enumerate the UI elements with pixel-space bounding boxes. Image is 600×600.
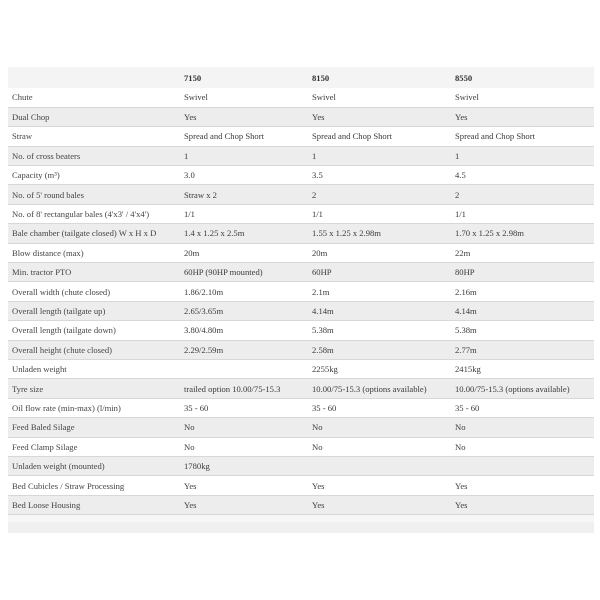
row-label: Unladen weight <box>8 359 180 378</box>
spec-value <box>308 456 451 475</box>
row-label: No. of 5' round bales <box>8 185 180 204</box>
spec-value: Yes <box>451 476 594 495</box>
spec-table-body <box>8 88 594 515</box>
spec-value: No <box>451 418 594 437</box>
spec-value: Yes <box>308 476 451 495</box>
header-model-8550: 8550 <box>455 72 473 83</box>
spec-value: 2 <box>308 185 451 204</box>
table-footer-band <box>8 522 594 533</box>
spec-value: 80HP <box>451 263 594 282</box>
table-row <box>8 224 594 243</box>
table-row <box>8 398 594 417</box>
spec-value: 1/1 <box>451 204 594 223</box>
spec-value: 3.0 <box>180 166 308 185</box>
spec-value: 35 - 60 <box>308 398 451 417</box>
header-label-cell <box>8 67 180 88</box>
spec-value: Straw x 2 <box>180 185 308 204</box>
spec-value: Swivel <box>451 88 594 107</box>
row-label: Feed Clamp Silage <box>8 437 180 456</box>
spec-value: Yes <box>451 495 594 514</box>
row-label: Dual Chop <box>8 107 180 126</box>
row-label: Overall length (tailgate down) <box>8 321 180 340</box>
table-row <box>8 88 594 107</box>
spec-value: Spread and Chop Short <box>451 127 594 146</box>
row-label: No. of 8' rectangular bales (4'x3' / 4'x4') <box>8 204 180 223</box>
spec-value: Yes <box>180 495 308 514</box>
spec-value: No <box>180 437 308 456</box>
row-label: Overall height (chute closed) <box>8 340 180 359</box>
row-label: Bale chamber (tailgate closed) W x H x D <box>8 224 180 243</box>
table-row <box>8 476 594 495</box>
spec-value <box>451 456 594 475</box>
row-label: Overall width (chute closed) <box>8 282 180 301</box>
spec-value: No <box>308 418 451 437</box>
row-label: Tyre size <box>8 379 180 398</box>
spec-value: 2.65/3.65m <box>180 301 308 320</box>
row-label: Feed Baled Silage <box>8 418 180 437</box>
table-row <box>8 146 594 165</box>
table-row <box>8 379 594 398</box>
row-label: No. of cross beaters <box>8 146 180 165</box>
spec-value: 5.38m <box>451 321 594 340</box>
table-row <box>8 321 594 340</box>
spec-value: Spread and Chop Short <box>180 127 308 146</box>
row-label: Unladen weight (mounted) <box>8 456 180 475</box>
spec-value: 3.5 <box>308 166 451 185</box>
table-row <box>8 185 594 204</box>
header-row <box>8 67 594 88</box>
spec-value: 10.00/75-15.3 (options available) <box>308 379 451 398</box>
spec-value: 10.00/75-15.3 (options available) <box>451 379 594 398</box>
spec-value: 60HP (90HP mounted) <box>180 263 308 282</box>
table-row <box>8 437 594 456</box>
spec-value: trailed option 10.00/75-15.3 <box>180 379 308 398</box>
header-model-8150: 8150 <box>312 72 330 83</box>
spec-value: Yes <box>180 476 308 495</box>
spec-value: 2.77m <box>451 340 594 359</box>
table-row <box>8 127 594 146</box>
table-row <box>8 301 594 320</box>
spec-value: Yes <box>451 107 594 126</box>
spec-value: Yes <box>308 495 451 514</box>
row-label: Min. tractor PTO <box>8 263 180 282</box>
spec-value <box>180 359 308 378</box>
row-label: Oil flow rate (min-max) (l/min) <box>8 398 180 417</box>
table-row <box>8 107 594 126</box>
header-model-7150: 7150 <box>184 72 202 83</box>
spec-value: 1780kg <box>180 456 308 475</box>
table-row <box>8 282 594 301</box>
spec-value: No <box>308 437 451 456</box>
spec-value: 1.4 x 1.25 x 2.5m <box>180 224 308 243</box>
spec-value: 35 - 60 <box>451 398 594 417</box>
spec-value: 20m <box>180 243 308 262</box>
spec-value: Yes <box>308 107 451 126</box>
spec-value: 1.86/2.10m <box>180 282 308 301</box>
table-row <box>8 456 594 475</box>
spec-value: 1/1 <box>308 204 451 223</box>
table-row <box>8 166 594 185</box>
spec-value: Swivel <box>180 88 308 107</box>
spec-value: 22m <box>451 243 594 262</box>
row-label: Straw <box>8 127 180 146</box>
spec-value: 4.14m <box>451 301 594 320</box>
spec-value: 35 - 60 <box>180 398 308 417</box>
spec-table-panel <box>8 67 594 533</box>
table-row <box>8 495 594 514</box>
spec-table <box>8 67 594 515</box>
table-row <box>8 243 594 262</box>
spec-value: 20m <box>308 243 451 262</box>
row-label: Blow distance (max) <box>8 243 180 262</box>
row-label: Bed Cubicles / Straw Processing <box>8 476 180 495</box>
row-label: Bed Loose Housing <box>8 495 180 514</box>
spec-value: Yes <box>180 107 308 126</box>
spec-value: 2255kg <box>308 359 451 378</box>
table-row <box>8 340 594 359</box>
table-row <box>8 418 594 437</box>
spec-value: No <box>180 418 308 437</box>
spec-value: 1.55 x 1.25 x 2.98m <box>308 224 451 243</box>
spec-value: Spread and Chop Short <box>308 127 451 146</box>
spec-value: 2.58m <box>308 340 451 359</box>
table-row <box>8 263 594 282</box>
spec-value: 4.14m <box>308 301 451 320</box>
spec-value: 1 <box>308 146 451 165</box>
row-label: Chute <box>8 88 180 107</box>
spec-value: 2.16m <box>451 282 594 301</box>
spec-value: No <box>451 437 594 456</box>
spec-value: 2415kg <box>451 359 594 378</box>
spec-value: 1 <box>451 146 594 165</box>
spec-value: 2.29/2.59m <box>180 340 308 359</box>
spec-value: 4.5 <box>451 166 594 185</box>
spec-value: 1 <box>180 146 308 165</box>
spec-value: 1.70 x 1.25 x 2.98m <box>451 224 594 243</box>
spec-value: 1/1 <box>180 204 308 223</box>
row-label: Overall length (tailgate up) <box>8 301 180 320</box>
table-row <box>8 204 594 223</box>
spec-value: 60HP <box>308 263 451 282</box>
spec-value: Swivel <box>308 88 451 107</box>
spec-value: 5.38m <box>308 321 451 340</box>
table-row <box>8 359 594 378</box>
spec-value: 3.80/4.80m <box>180 321 308 340</box>
row-label: Capacity (m³) <box>8 166 180 185</box>
spec-value: 2 <box>451 185 594 204</box>
spec-value: 2.1m <box>308 282 451 301</box>
